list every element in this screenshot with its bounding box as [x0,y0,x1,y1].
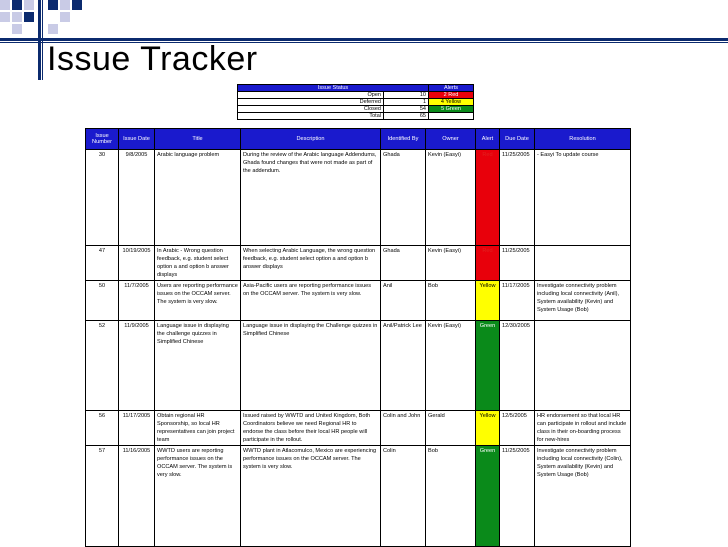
cell-identified-by: Colin and John [381,411,426,446]
cell-owner: Kevin (Easyi) [426,150,476,246]
summary-alerts-header: Alerts [429,85,474,92]
cell-number: 52 [86,321,119,411]
cell-number: 47 [86,246,119,281]
cell-title: Obtain regional HR Sponsorship, so local HR representatives can join project team [155,411,241,446]
cell-title: Arabic language problem [155,150,241,246]
summary-label: Deferred [238,99,384,106]
issues-table [85,128,631,547]
summary-label: Total [238,113,384,120]
table-row [86,321,631,411]
summary-value: 65 [384,113,429,120]
cell-date: 11/16/2005 [119,446,155,547]
cell-date: 11/17/2005 [119,411,155,446]
cell-number: 56 [86,411,119,446]
col-header-issue-number: Issue Number [86,129,119,150]
cell-alert-red: Red [476,246,500,281]
cell-description: Language issue in displaying the Challenge quizzes in Simplified Chinese [241,321,381,411]
cell-due-date: 12/30/2005 [500,321,535,411]
summary-row [238,99,474,106]
cell-owner: Kevin (Easyi) [426,246,476,281]
col-header-issue-date: Issue Date [119,129,155,150]
summary-status-header: Issue Status [238,85,429,92]
summary-label: Closed [238,106,384,113]
cell-identified-by: Anil [381,281,426,321]
cell-title: WWTD users are reporting performance issues on the OCCAM server. The system is very slow. [155,446,241,547]
cell-title: In Arabic - Wrong question feedback, e.g. student select option a and option b answer displays [155,246,241,281]
cell-resolution: - Easyi To update course [535,150,631,246]
cell-due-date: 11/25/2005 [500,446,535,547]
cell-alert-red: Red [476,150,500,246]
summary-value: 54 [384,106,429,113]
col-header-identified-by: Identified By [381,129,426,150]
cell-description: During the review of the Arabic language Addendums, Ghada found changes that were not made as part of the addendum. [241,150,381,246]
cell-resolution: HR endorsement so that local HR can participate in rollout and include class in their on-boarding process for new-hires [535,411,631,446]
summary-row [238,92,474,99]
cell-description: When selecting Arabic Language, the wrong question feedback, e.g. student select option a and option b answer displays [241,246,381,281]
table-row [86,150,631,246]
cell-alert-yellow: Yellow [476,281,500,321]
table-row [86,411,631,446]
cell-resolution [535,246,631,281]
table-row [86,281,631,321]
col-header-owner: Owner [426,129,476,150]
cell-alert-green: Green [476,321,500,411]
cell-owner: Kevin (Easyi) [426,321,476,411]
col-header-resolution: Resolution [535,129,631,150]
table-header-row [86,129,631,150]
cell-number: 50 [86,281,119,321]
cell-due-date: 11/25/2005 [500,246,535,281]
table-row [86,446,631,547]
cell-date: 11/9/2005 [119,321,155,411]
cell-alert-green: Green [476,446,500,547]
table-row [86,246,631,281]
cell-owner: Gerald [426,411,476,446]
summary-alert-red: 2 Red [429,92,474,99]
cell-identified-by: Colin [381,446,426,547]
summary-alert-empty [429,113,474,120]
cell-identified-by: Ghada [381,246,426,281]
cell-date: 10/19/2005 [119,246,155,281]
cell-owner: Bob [426,446,476,547]
cell-date: 9/8/2005 [119,150,155,246]
summary-label: Open [238,92,384,99]
cell-due-date: 12/5/2005 [500,411,535,446]
summary-value: 10 [384,92,429,99]
cell-alert-yellow: Yellow [476,411,500,446]
cell-title: Language issue in displaying the challenge quizzes in Simplified Chinese [155,321,241,411]
cell-description: WWTD plant in Atlacomulco, Mexico are experiencing performance issues on the OCCAM server. The system is very slow. [241,446,381,547]
cell-due-date: 11/17/2005 [500,281,535,321]
cell-number: 30 [86,150,119,246]
cell-resolution: Investigate connectivity problem including local connectivity (Colin), System availability (Kevin) and System Usage (Bob) [535,446,631,547]
col-header-title: Title [155,129,241,150]
cell-due-date: 11/25/2005 [500,150,535,246]
cell-title: Users are reporting performance issues on the OCCAM server. The system is very slow. [155,281,241,321]
col-header-due-date: Due Date [500,129,535,150]
cell-identified-by: Ghada [381,150,426,246]
summary-alert-green: 5 Green [429,106,474,113]
summary-value: 1 [384,99,429,106]
cell-description: Issued raised by WWTD and United Kingdom, Both Coordinators believe we need Regional HR to endorse the class before their local HR people will participate in the rollout. [241,411,381,446]
summary-row [238,113,474,120]
cell-description: Asia-Pacific users are reporting performance issues on the OCCAM server. The system is very slow. [241,281,381,321]
page-title: Issue Tracker [47,40,258,78]
col-header-description: Description [241,129,381,150]
cell-date: 11/7/2005 [119,281,155,321]
col-header-alert: Alert [476,129,500,150]
cell-number: 57 [86,446,119,547]
issue-status-summary [237,84,474,120]
cell-identified-by: Anil/Patrick Lee [381,321,426,411]
cell-resolution [535,321,631,411]
summary-alert-yellow: 4 Yellow [429,99,474,106]
cell-resolution: Investigate connectivity problem including local connectivity (Anil), System availability (Kevin) and System Usage (Bob) [535,281,631,321]
cell-owner: Bob [426,281,476,321]
summary-row [238,106,474,113]
